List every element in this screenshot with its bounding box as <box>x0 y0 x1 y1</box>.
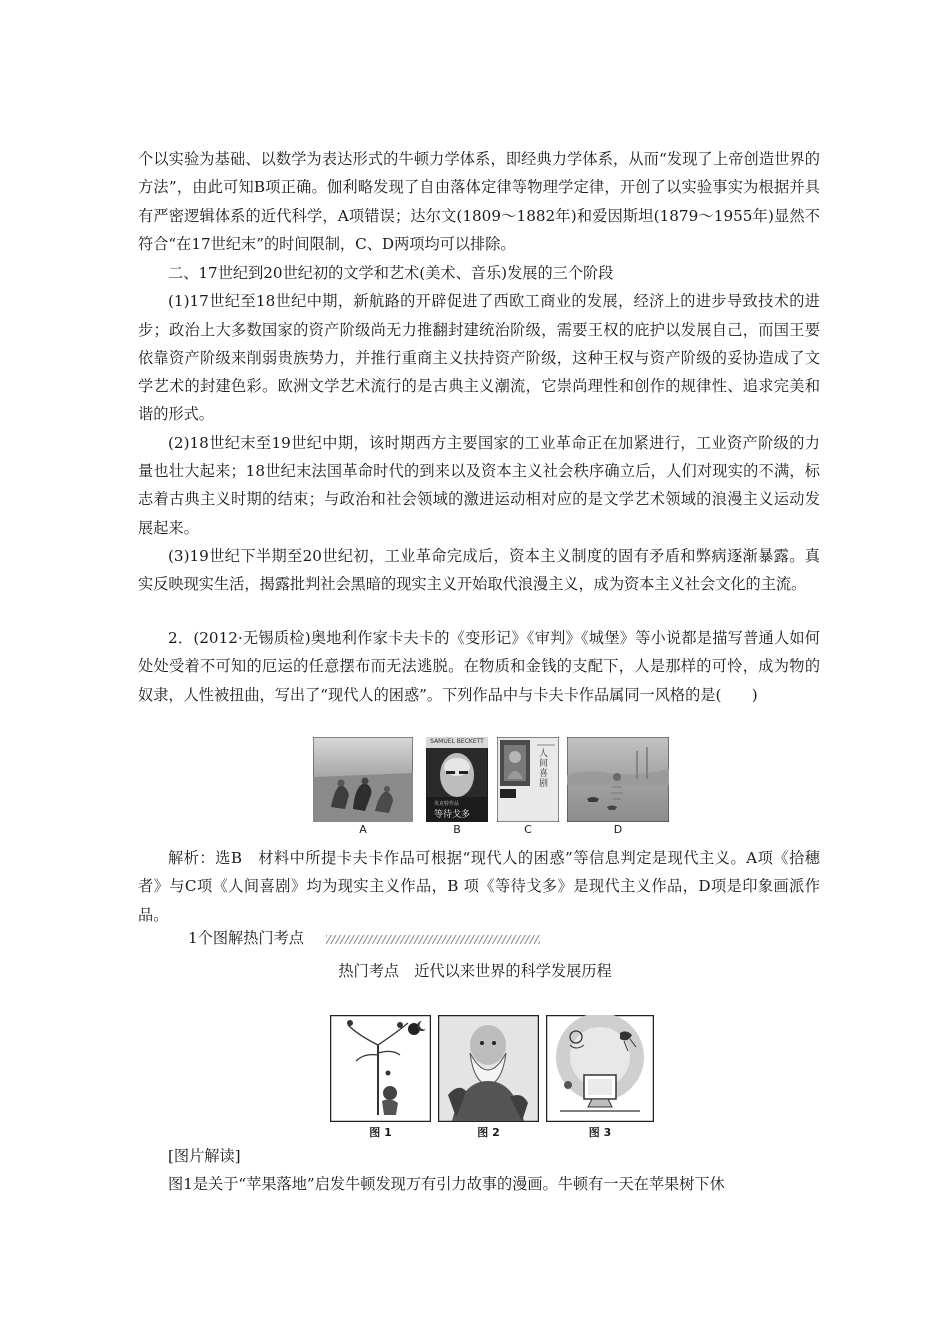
reading-label: [图片解读] <box>168 1147 241 1165</box>
analysis-text: 个以实验为基础、以数学为表达形式的牛顿力学体系，即经典力学体系，从而“发现了上帝创造世界的方法”，由此可知B项正确。伽利略发现了自由落体定律等物理学定律，开创了以实验事实为根据并具有严密逻辑体系的近代科学，A项错误；达尔文(1809～1882年)和爱因斯坦(1879～1955年)显然不符合“在17世纪末”的时间限制，C、D两项均可以排除。 <box>138 150 820 253</box>
section-literature-art <box>138 259 820 599</box>
hot-topic-label: 1个图解热门考点 <box>188 929 304 947</box>
book-b-author: SAMUEL BECKETT <box>430 738 484 745</box>
option-d-label: D <box>613 823 623 836</box>
newton-apple-cartoon-icon <box>330 1015 431 1122</box>
question-2-answer <box>138 844 820 929</box>
picture-interpretation <box>138 1142 820 1199</box>
impressionist-painting-icon <box>567 737 669 822</box>
section-heading: 二、17世纪到20世纪初的文学和艺术(美术、音乐)发展的三个阶段 <box>168 264 614 282</box>
stage-2-paragraph: (2)18世纪末至19世纪中期，该时期西方主要国家的工业革命正在加紧进行，工业资产阶级的力量也壮大起来；18世纪末法国革命时代的到来以及资本主义社会秩序确立后，人们对现实的不满，标志着古典主义时期的结束；与政治和社会领域的激进运动相对应的是文学艺术领域的浪漫主义运动发展起来。 <box>138 433 820 537</box>
darwin-ape-cartoon-icon <box>438 1015 539 1122</box>
option-b-label: B <box>453 823 461 836</box>
option-d-image <box>567 737 669 822</box>
gleaners-painting-icon <box>313 737 413 822</box>
option-a-image <box>313 737 413 822</box>
question-2 <box>138 624 820 709</box>
book-b-small: 贝克特作品 <box>434 801 460 807</box>
paragraph-analysis-continued <box>138 145 820 258</box>
figure-3-image <box>546 1015 654 1122</box>
computer-cartoon-icon <box>546 1015 654 1122</box>
option-c-label: C <box>524 823 532 836</box>
figure-2-caption: 图 2 <box>477 1126 500 1139</box>
option-a-label: A <box>359 823 367 836</box>
hot-topic-title: 热门考点 近代以来世界的科学发展历程 <box>338 962 612 980</box>
figure-1-caption: 图 1 <box>369 1126 392 1139</box>
figure-1-image <box>330 1015 431 1122</box>
stage-1-paragraph: (1)17世纪至18世纪中期，新航路的开辟促进了西欧工商业的发展，经济上的进步导致技术的进步；政治上大多数国家的资产阶级尚无力推翻封建统治阶级，需要王权的庇护以发展自己，而国王要依靠资产阶级来削弱贵族势力，并推行重商主义扶持资产阶级，这种王权与资产阶级的妥协造成了文学艺术的封建色彩。欧洲文学艺术流行的是古典主义潮流，它崇尚理性和创作的规律性、追求完美和谐的形式。 <box>138 292 820 424</box>
book-b-title: 等待戈多 <box>434 810 471 820</box>
figure-2-image <box>438 1015 539 1122</box>
stage-3-paragraph: (3)19世纪下半期至20世纪初，工业革命完成后，资本主义制度的固有矛盾和弊病逐渐暴露。真实反映现实生活，揭露批判社会黑暗的现实主义开始取代浪漫主义，成为资本主义社会文化的主流。 <box>138 546 820 594</box>
book-c-title: 人间喜剧 <box>539 749 549 789</box>
option-c-image <box>497 737 559 822</box>
answer-text: 解析：选B 材料中所提卡夫卡作品可根据“现代人的困惑”等信息判定是现代主义。A项《拾穗者》与C项《人间喜剧》均为现实主义作品，B 项《等待戈多》是现代主义作品，D项是印象画派作品。 <box>138 849 820 924</box>
decorative-hatch <box>326 935 540 944</box>
option-b-image <box>426 737 488 822</box>
reading-text: 图1是关于“苹果落地”启发牛顿发现万有引力故事的漫画。牛顿有一天在苹果树下休 <box>168 1175 725 1194</box>
question-stem: 2．(2012·无锡质检)奥地利作家卡夫卡的《变形记》《审判》《城堡》等小说都是描写普通人如何处处受着不可知的厄运的任意摆布而无法逃脱。在物质和金钱的支配下，人是那样的可怜，成为物的奴隶，人性被扭曲，写出了“现代人的困惑”。下列作品中与卡夫卡作品属同一风格的是( ) <box>138 629 820 704</box>
figure-3-caption: 图 3 <box>588 1126 612 1139</box>
